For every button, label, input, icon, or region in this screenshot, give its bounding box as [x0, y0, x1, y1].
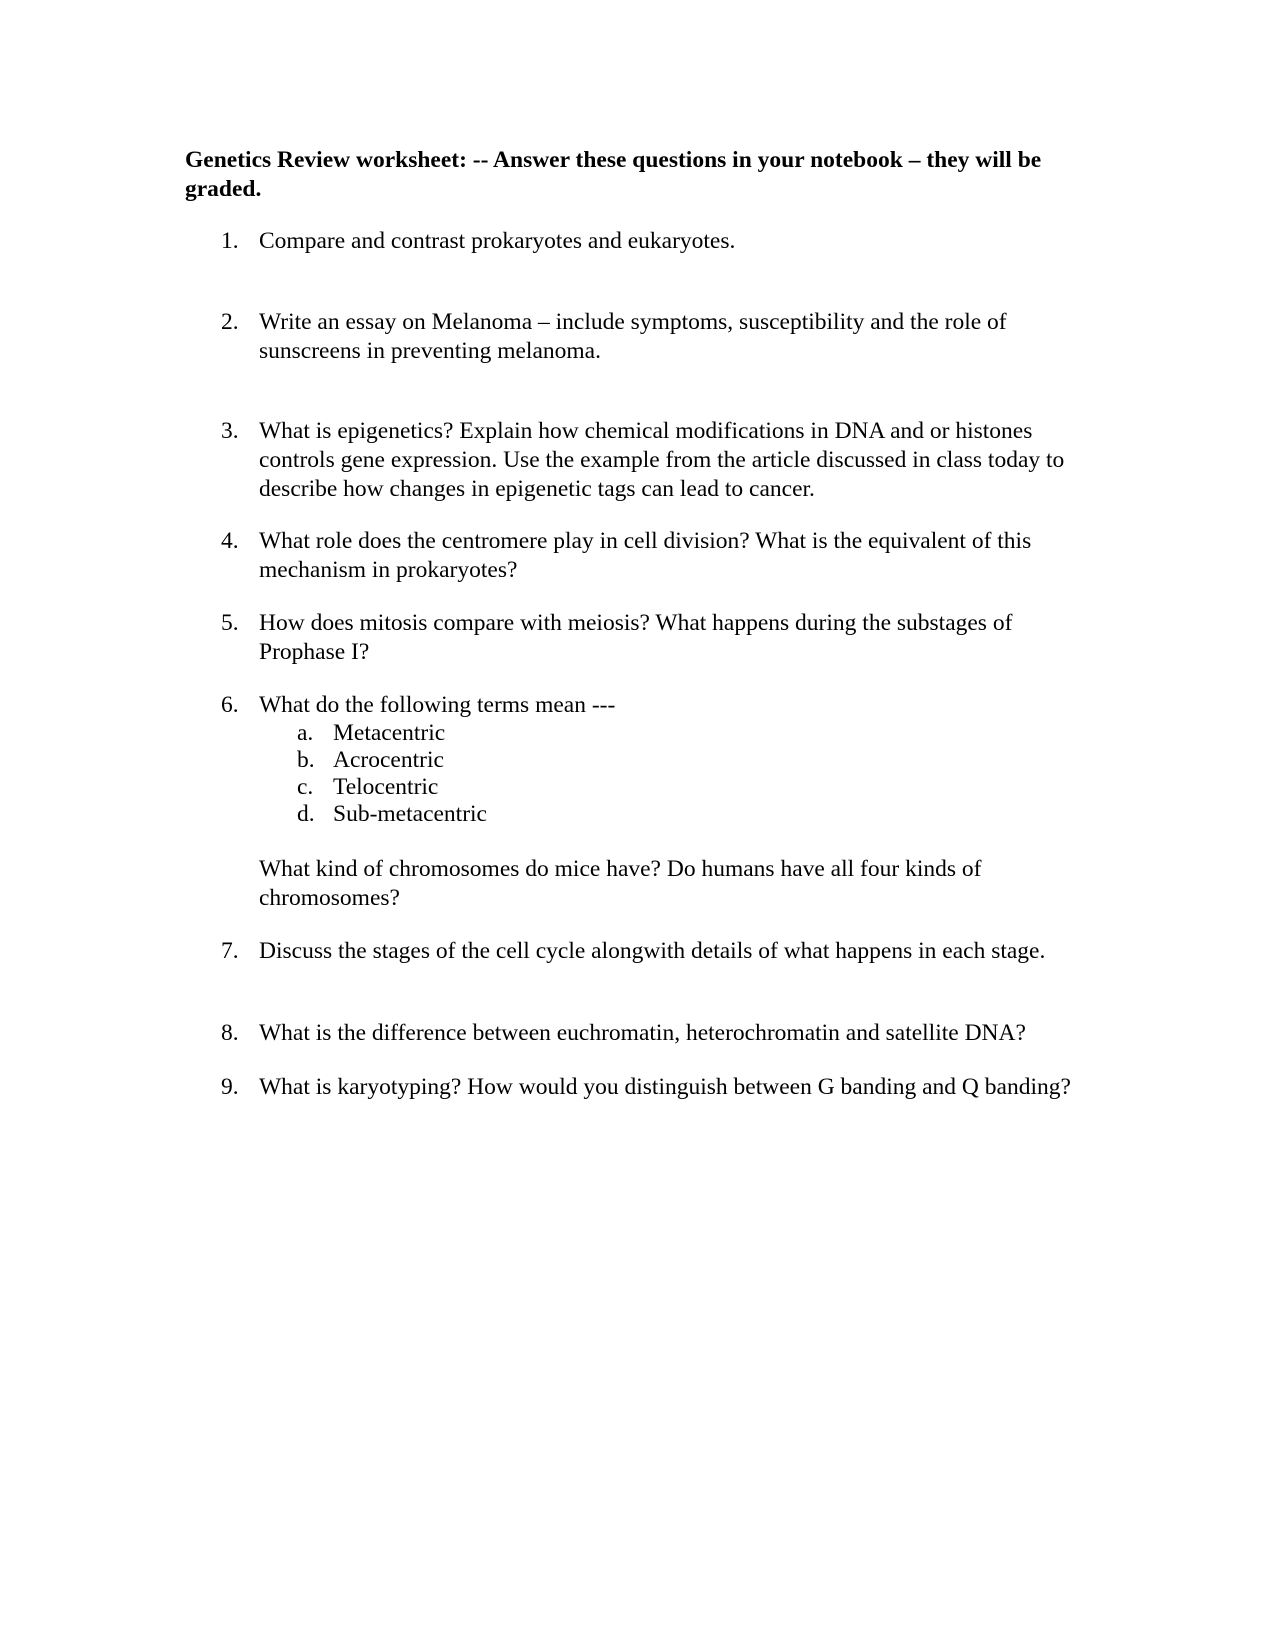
question-text: What do the following terms mean --- [259, 692, 616, 718]
question-number: 2. [221, 309, 239, 335]
subitem-letter: a. [297, 720, 314, 746]
subitem-term: Telocentric [333, 774, 439, 800]
question-number: 8. [221, 1020, 239, 1046]
subitem-letter: b. [297, 747, 315, 773]
question-text: What is karyotyping? How would you distinguish between G banding and Q banding? [259, 1074, 1071, 1100]
subitem-term: Metacentric [333, 720, 446, 746]
question-text: Discuss the stages of the cell cycle alongwith details of what happens in each stage. [259, 938, 1046, 964]
question-text: Write an essay on Melanoma – include symptoms, susceptibility and the role of sunscreens in preventing melanoma. [259, 309, 1007, 364]
worksheet-title: Genetics Review worksheet: -- Answer these questions in your notebook – they will be graded. [185, 147, 1042, 202]
subitem-term: Acrocentric [333, 747, 444, 773]
question-number: 7. [221, 938, 239, 964]
question-number: 1. [221, 228, 239, 254]
question-text: Compare and contrast prokaryotes and eukaryotes. [259, 228, 736, 254]
followup-text: What kind of chromosomes do mice have? Do humans have all four kinds of chromosomes? [259, 856, 982, 911]
question-text: What is epigenetics? Explain how chemical modifications in DNA and or histones controls gene expression. Use the example from the article discussed in class today to describe how changes in epigenetic tags can lead to cancer. [259, 418, 1065, 502]
subitem-letter: c. [297, 774, 314, 800]
question-number: 9. [221, 1074, 239, 1100]
question-text: What is the difference between euchromatin, heterochromatin and satellite DNA? [259, 1020, 1026, 1046]
question-number: 6. [221, 692, 239, 718]
question-text: What role does the centromere play in cell division? What is the equivalent of this mechanism in prokaryotes? [259, 528, 1032, 583]
subitem-letter: d. [297, 801, 315, 827]
question-text: How does mitosis compare with meiosis? What happens during the substages of Prophase I? [259, 610, 1013, 665]
subitem-term: Sub-metacentric [333, 801, 487, 827]
question-number: 4. [221, 528, 239, 554]
question-number: 3. [221, 418, 239, 444]
question-number: 5. [221, 610, 239, 636]
